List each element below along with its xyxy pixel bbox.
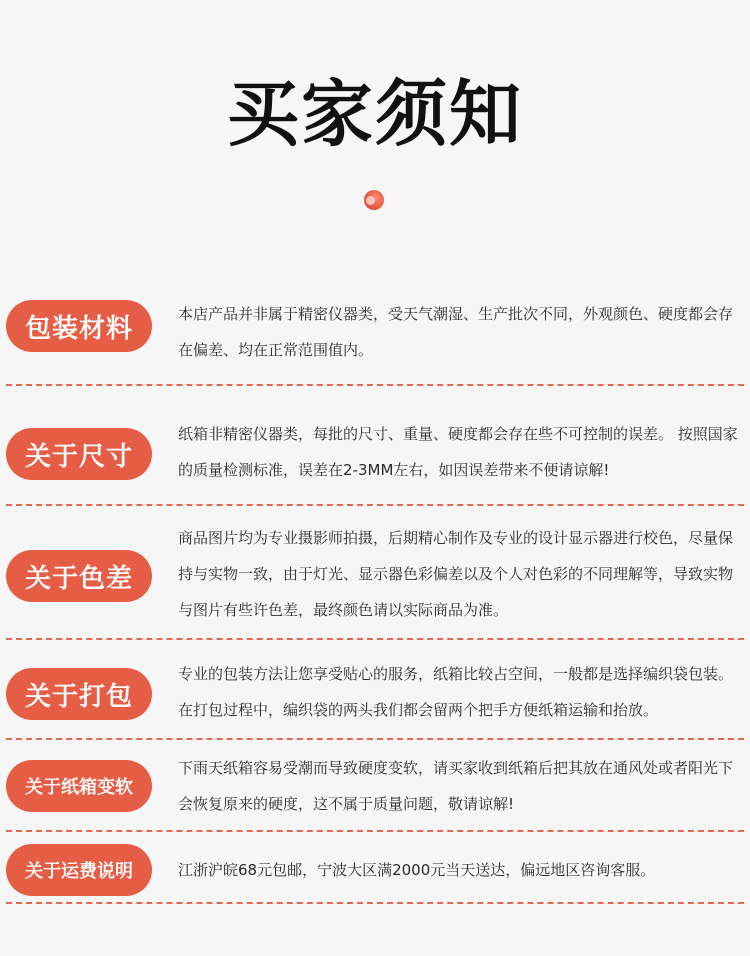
section-text-shipping: 江浙沪皖68元包邮，宁波大区满2000元当天送达，偏远地区咨询客服。 [178, 861, 656, 879]
section-text-packaging: 本店产品并非属于精密仪器类，受天气潮湿、生产批次不同，外观颜色、硬度都会存在偏差、均在正常范围值内。 [178, 305, 734, 359]
page-title: 买家须知 [226, 72, 523, 156]
section-divider [6, 902, 744, 904]
section-divider [6, 384, 744, 386]
section-text-packing: 专业的包装方法让您享受贴心的服务，纸箱比较占空间，一般都是选择编织袋包装。在打包过程中，编织袋的两头我们都会留两个把手方便纸箱运输和抬放。 [178, 665, 734, 719]
section-divider [6, 830, 744, 832]
decorative-dot-icon [364, 190, 384, 210]
section-divider [6, 738, 744, 740]
section-divider [6, 638, 744, 640]
section-label-size: 关于尺寸 [6, 428, 152, 480]
section-text-size: 纸箱非精密仪器类，每批的尺寸、重量、硬度都会存在些不可控制的误差。 按照国家的质量检测标准，误差在2-3MM左右，如因误差带来不便请谅解! [178, 425, 738, 479]
section-text-color-difference: 商品图片均为专业摄影师拍摄，后期精心制作及专业的设计显示器进行校色，尽量保持与实物一致，由于灯光、显示器色彩偏差以及个人对色彩的不同理解等，导致实物与图片有些许色差，最终颜色请以实际商品为准。 [178, 529, 734, 619]
section-label-packaging: 包装材料 [6, 300, 152, 352]
section-label-shipping: 关于运费说明 [6, 844, 152, 896]
section-divider [6, 504, 744, 506]
section-label-box-softening: 关于纸箱变软 [6, 760, 152, 812]
section-label-packing: 关于打包 [6, 668, 152, 720]
section-label-color-difference: 关于色差 [6, 550, 152, 602]
section-text-box-softening: 下雨天纸箱容易受潮而导致硬度变软，请买家收到纸箱后把其放在通风处或者阳光下会恢复原来的硬度，这不属于质量问题，敬请谅解! [178, 759, 734, 813]
